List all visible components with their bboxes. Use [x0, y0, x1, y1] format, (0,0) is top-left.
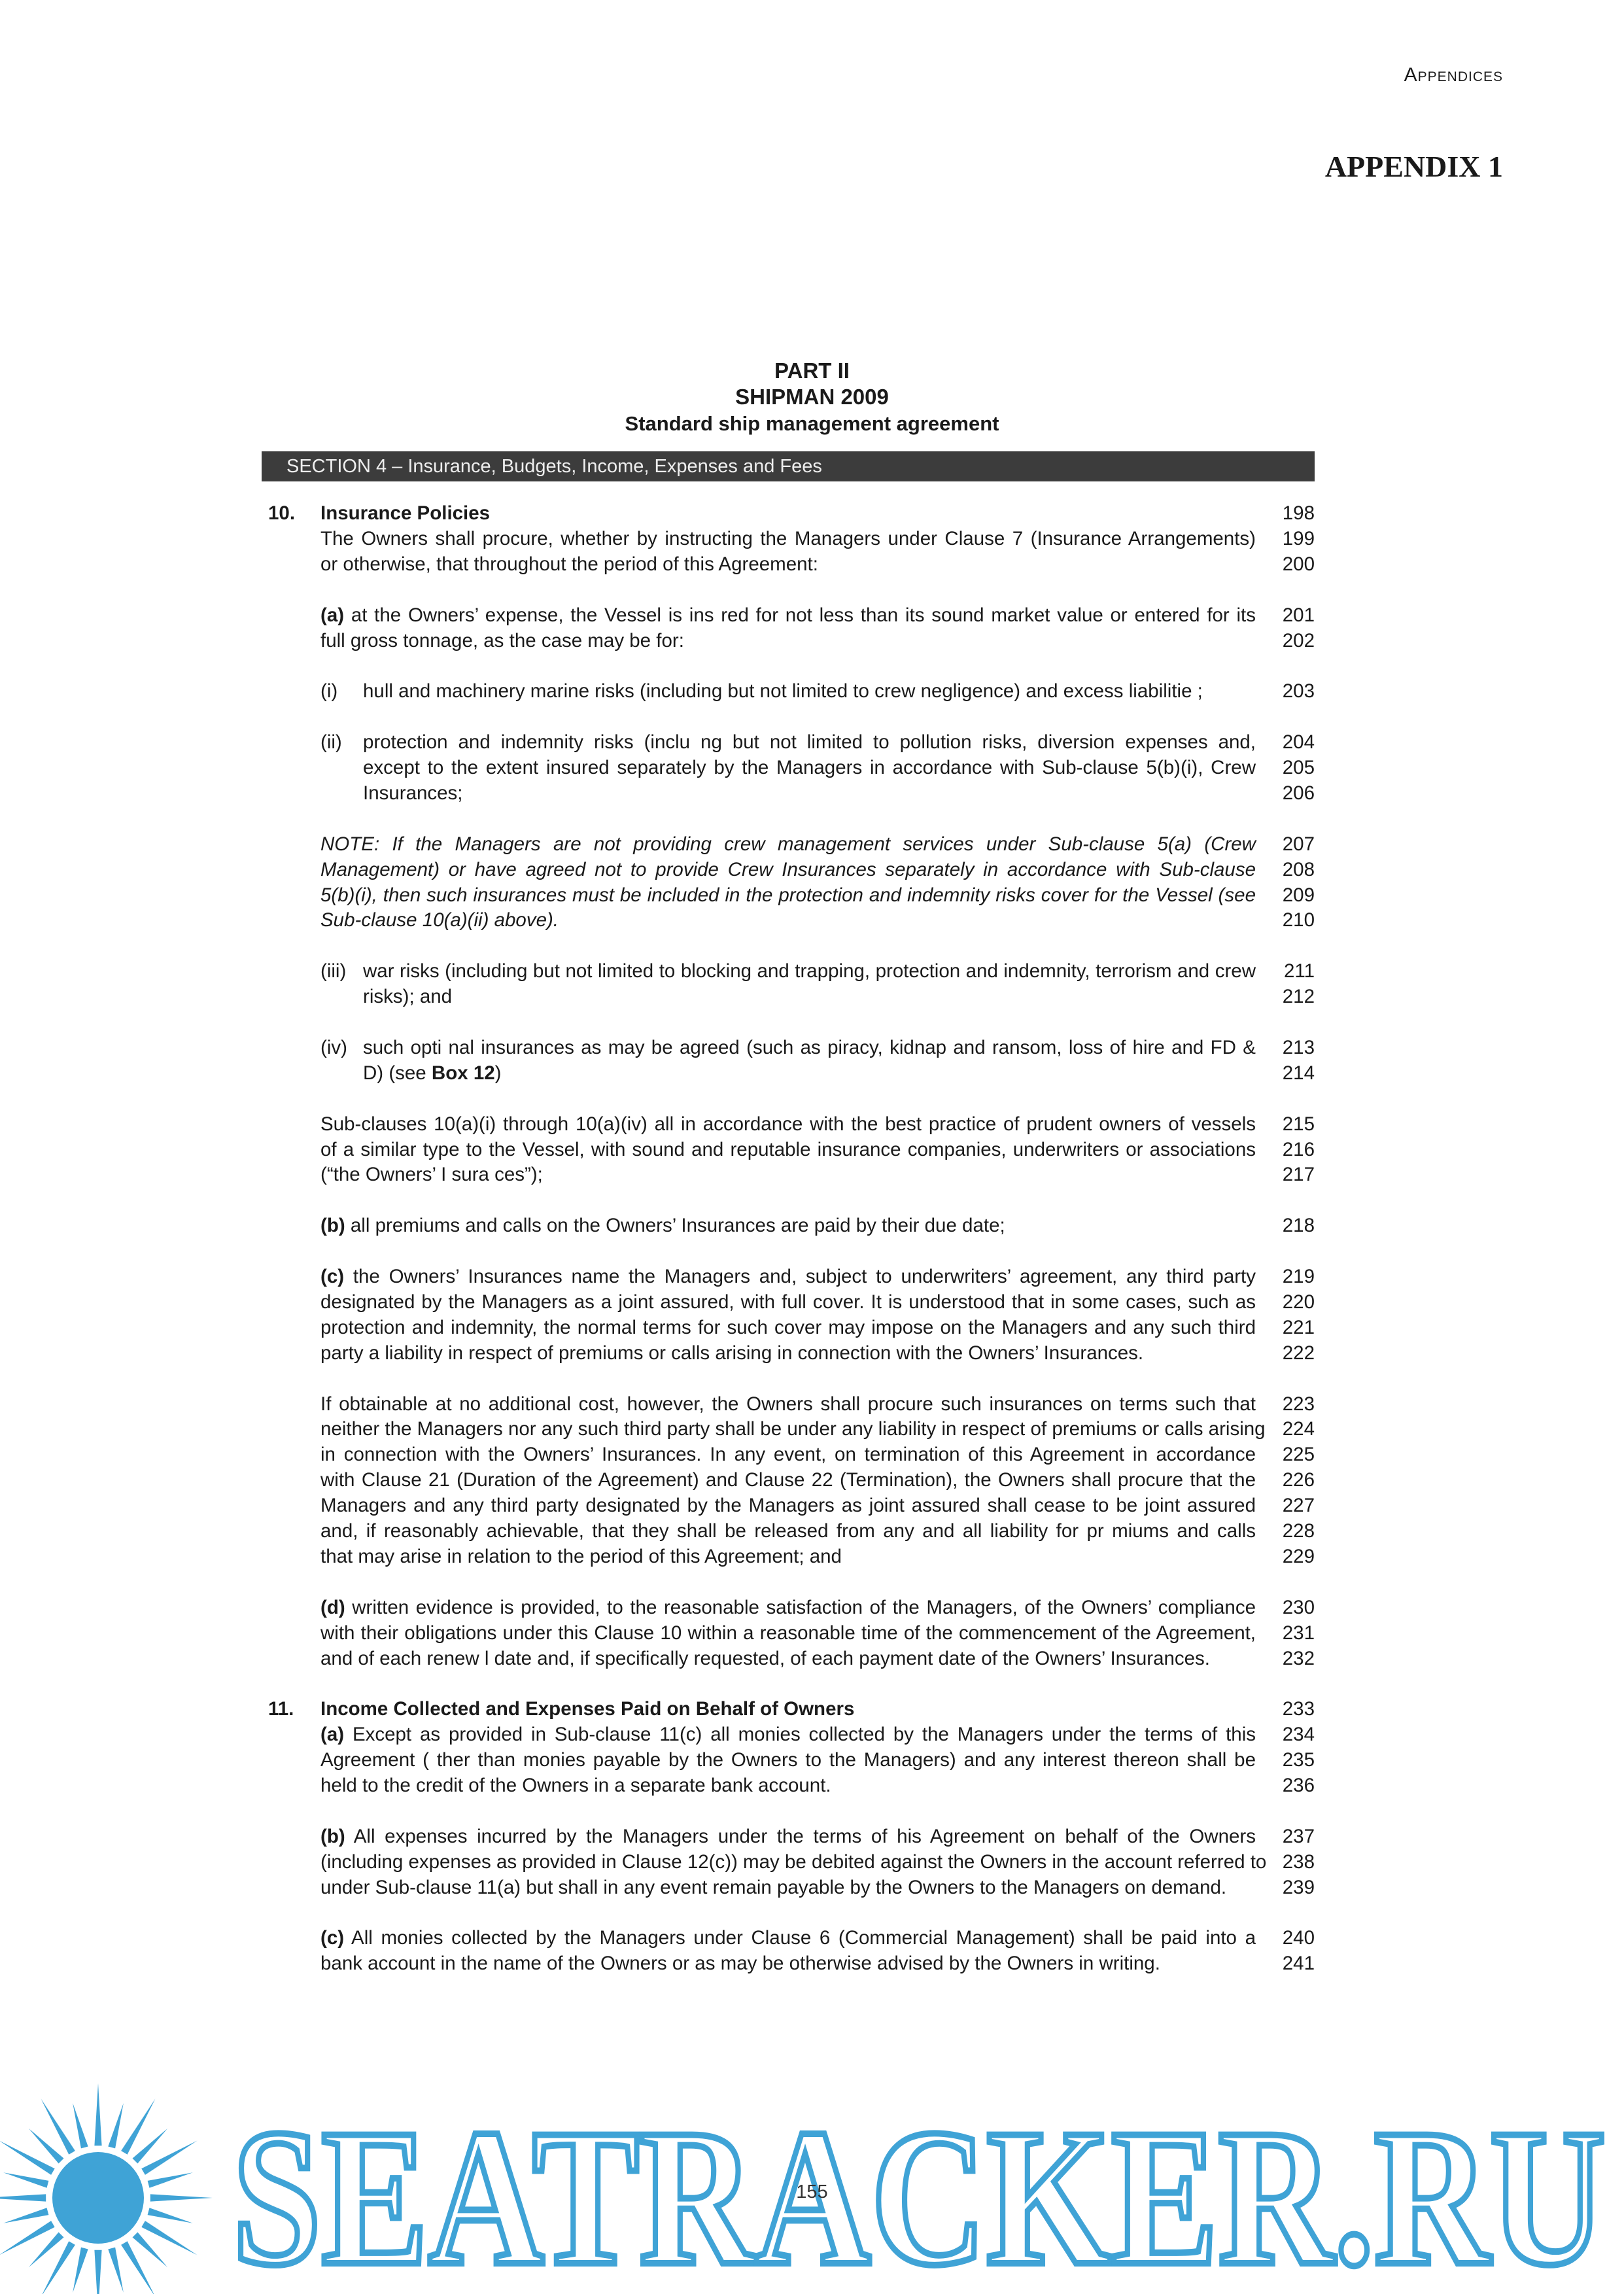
appendix-title: APPENDIX 1	[1324, 150, 1503, 183]
line-text: NOTE: If the Managers are not providing crew management services under Sub-clause 5(a) (Crew	[320, 833, 1256, 855]
line-text: of a similar type to the Vessel, with sound and reputable insurance companies, underwriters or associations	[320, 1138, 1256, 1160]
line-number: 210	[1282, 909, 1315, 931]
text-line	[268, 1696, 1315, 1722]
line-number: 203	[1282, 680, 1315, 703]
line-text: with their obligations under this Clause 10 within a reasonable time of the commencement of the Agreement,	[320, 1622, 1256, 1644]
line-text: that may arise in relation to the period of this Agreement; and	[320, 1545, 842, 1567]
line-number: 201	[1282, 604, 1315, 626]
line-text: under Sub-clause 11(a) but shall in any event remain payable by the Owners to the Managers on demand.	[320, 1876, 1227, 1898]
line-number: 204	[1282, 731, 1315, 754]
line-number: 241	[1282, 1953, 1315, 1975]
sub-item-marker: (iii)	[320, 960, 347, 982]
line-number: 236	[1282, 1775, 1315, 1796]
text-line	[320, 1722, 1315, 1748]
line-text: Insurances;	[363, 782, 463, 804]
text-line	[320, 1518, 1315, 1544]
line-text: (including expenses as provided in Clause 12(c)) may be debited against the Owners in the account referred to	[320, 1851, 1267, 1873]
line-text: or otherwise, that throughout the period of this Agreement:	[320, 553, 818, 575]
paragraph-text: written evidence is provided, to the reasonable satisfaction of the Managers, of the Owners’ compliance	[352, 1596, 1256, 1618]
text-line	[363, 780, 1315, 807]
line-number: 215	[1282, 1113, 1315, 1135]
line-number: 229	[1282, 1545, 1315, 1567]
line-number: 228	[1282, 1520, 1315, 1542]
clause-number: 11.	[268, 1698, 294, 1720]
paragraph-text: at the Owners’ expense, the Vessel is ins red for not less than its sound market value or entered for its	[351, 604, 1256, 626]
line-number: 239	[1282, 1876, 1315, 1898]
line-text: and of each renew l date and, if specifically requested, of each payment date of the Owners’ Insurances.	[320, 1647, 1210, 1669]
text-line	[320, 1773, 1315, 1799]
line-text: Sub-clause 10(a)(ii) above).	[320, 909, 559, 931]
text-line	[320, 831, 1315, 858]
text-line	[320, 857, 1315, 883]
text-line	[320, 1137, 1315, 1163]
text-line	[320, 1493, 1315, 1519]
clause-number: 10.	[268, 502, 296, 524]
line-number: 206	[1282, 782, 1315, 804]
paragraph-marker: (c)	[320, 1266, 345, 1287]
paragraph-marker: (b)	[320, 1215, 345, 1237]
line-text	[320, 1925, 1256, 1951]
text-line	[320, 1925, 1315, 1951]
line-number: 216	[1282, 1138, 1315, 1160]
paragraph-marker: (c)	[320, 1927, 345, 1949]
text-line	[320, 1289, 1315, 1315]
line-text: Managers and any third party designated by the Managers as joint assured shall cease to be joint assured	[320, 1495, 1256, 1517]
paragraph-marker: (a)	[320, 604, 345, 626]
form-subtitle: Standard ship management agreement	[625, 412, 999, 435]
text-line	[320, 729, 1315, 756]
text-line	[320, 1595, 1315, 1621]
text-line	[320, 1544, 1315, 1570]
line-number: 220	[1282, 1291, 1315, 1313]
line-text: D) (see Box 12)	[363, 1062, 502, 1084]
line-number: 224	[1282, 1418, 1315, 1440]
sub-item-marker: (iv)	[320, 1036, 347, 1058]
text-line	[320, 678, 1315, 704]
line-text: party a liability in respect of premiums or calls arising in connection with the Owners’ Insurances.	[320, 1342, 1144, 1364]
line-text: neither the Managers nor any such third party shall be under any liability in respect of premiums or calls arising	[320, 1418, 1266, 1440]
text-line	[320, 1620, 1315, 1646]
text-line	[268, 500, 1315, 527]
text-line	[363, 755, 1315, 781]
paragraph-text: the Owners’ Insurances name the Managers and, subject to underwriters’ agreement, any third party	[353, 1266, 1256, 1287]
line-number: 234	[1282, 1724, 1315, 1746]
line-text: except to the extent insured separately by the Managers in accordance with Sub-clause 5(b)(i), Crew	[363, 757, 1256, 778]
sub-item-marker: (ii)	[320, 731, 342, 754]
line-text: (“the Owners’ I sura ces”);	[320, 1164, 543, 1186]
page-number: 155	[796, 2181, 828, 2202]
line-text	[320, 1595, 1256, 1621]
line-number: 227	[1282, 1495, 1315, 1517]
line-number: 199	[1282, 527, 1315, 549]
line-number: 226	[1282, 1469, 1315, 1491]
text-line	[320, 602, 1315, 629]
line-number: 233	[1282, 1698, 1315, 1720]
line-text: such opti nal insurances as may be agreed (such as piracy, kidnap and ransom, loss of hire and FD &	[363, 1036, 1256, 1058]
line-text: Agreement ( ther than monies payable by the Owners to the Managers) and any interest thereon shall be	[320, 1749, 1256, 1771]
line-text: Management) or have agreed not to provide Crew Insurances separately in accordance with Sub-clause	[320, 858, 1256, 880]
part-label: PART II	[774, 358, 850, 383]
line-number: 221	[1282, 1316, 1315, 1338]
line-text: hull and machinery marine risks (including but not limited to crew negligence) and excess liabilitie ;	[363, 680, 1203, 703]
line-number: 200	[1282, 553, 1315, 575]
text-line	[320, 1824, 1315, 1850]
paragraph-text: all premiums and calls on the Owners’ Insurances are paid by their due date;	[350, 1215, 1005, 1237]
line-text: Income Collected and Expenses Paid on Behalf of Owners	[320, 1698, 855, 1720]
line-text: protection and indemnity risks (inclu ng but not limited to pollution risks, diversion expenses and,	[363, 731, 1256, 754]
line-number: 225	[1282, 1444, 1315, 1466]
line-text: The Owners shall procure, whether by instructing the Managers under Clause 7 (Insurance Arrangements)	[320, 527, 1256, 549]
line-text	[320, 1722, 1256, 1748]
paragraph-marker: (b)	[320, 1825, 345, 1847]
line-number: 238	[1282, 1851, 1315, 1873]
text-line	[320, 1951, 1315, 1977]
text-line	[320, 1467, 1315, 1493]
line-number: 205	[1282, 757, 1315, 778]
line-text: 5(b)(i), then such insurances must be included in the protection and indemnity risks cover for the Vessel (see	[320, 884, 1256, 906]
box-reference: Box 12	[431, 1062, 495, 1084]
line-text: Insurance Policies	[320, 502, 491, 524]
line-text: protection and indemnity, the normal terms for such cover may impose on the Managers and any such third	[320, 1316, 1256, 1338]
paragraph-text: Except as provided in Sub-clause 11(c) all monies collected by the Managers under the terms of this	[352, 1724, 1256, 1746]
line-text	[320, 1824, 1256, 1850]
text-line	[320, 1747, 1315, 1773]
line-number: 231	[1282, 1622, 1315, 1644]
line-number: 222	[1282, 1342, 1315, 1364]
text-line	[320, 1111, 1315, 1138]
line-number: 235	[1282, 1749, 1315, 1771]
line-text: in connection with the Owners’ Insurances. In any event, on termination of this Agreement in accordance	[320, 1444, 1256, 1466]
text-line	[320, 958, 1315, 984]
text-line	[320, 526, 1315, 552]
text-line	[320, 1340, 1315, 1366]
sub-item-marker: (i)	[320, 680, 338, 703]
line-text: with Clause 21 (Duration of the Agreement) and Clause 22 (Termination), the Owners shall procure that the	[320, 1469, 1256, 1491]
line-number: 213	[1282, 1036, 1315, 1058]
line-text	[320, 602, 1256, 629]
text-line	[320, 1315, 1315, 1341]
line-text	[320, 1213, 1005, 1239]
text-line	[320, 907, 1315, 933]
watermark	[0, 2047, 1624, 2294]
line-text: Sub-clauses 10(a)(i) through 10(a)(iv) all in accordance with the best practice of prudent owners of vessels	[320, 1113, 1256, 1135]
line-number: 232	[1282, 1647, 1315, 1669]
line-number: 211	[1283, 960, 1315, 982]
line-text: bank account in the name of the Owners or as may be otherwise advised by the Owners in writing.	[320, 1953, 1160, 1975]
line-number: 218	[1282, 1215, 1315, 1237]
running-head: Appendices	[1404, 64, 1503, 86]
line-number: 198	[1282, 502, 1315, 524]
line-number: 240	[1282, 1927, 1315, 1949]
paragraph-text: All expenses incurred by the Managers under the terms of his Agreement on behalf of the Owners	[353, 1825, 1256, 1847]
line-number: 209	[1282, 884, 1315, 906]
text-line	[320, 1875, 1315, 1901]
line-text: war risks (including but not limited to blocking and trapping, protection and indemnity, terrorism and crew	[363, 960, 1256, 982]
text-line	[320, 1646, 1315, 1672]
line-number: 219	[1282, 1266, 1315, 1287]
line-number: 207	[1282, 833, 1315, 855]
line-number: 223	[1282, 1393, 1315, 1415]
text-line	[320, 1442, 1315, 1468]
text-line	[363, 984, 1315, 1010]
line-text: and, if reasonably achievable, that they shall be released from any and all liability for pr miums and calls	[320, 1520, 1256, 1542]
line-text	[320, 1264, 1256, 1290]
paragraph-marker: (d)	[320, 1596, 345, 1618]
text-line	[320, 551, 1315, 578]
text-line	[320, 628, 1315, 654]
line-text: full gross tonnage, as the case may be for:	[320, 629, 684, 652]
text-line	[320, 1416, 1315, 1442]
text-line	[320, 1035, 1315, 1061]
line-text: designated by the Managers as a joint assured, with full cover. It is understood that in some cases, such as	[320, 1291, 1256, 1313]
line-number: 208	[1282, 858, 1315, 880]
line-number: 237	[1282, 1825, 1315, 1847]
line-number: 217	[1282, 1164, 1315, 1186]
text-line	[320, 1213, 1315, 1239]
line-number: 212	[1282, 986, 1315, 1008]
text-line	[363, 1060, 1315, 1086]
text-line	[320, 1264, 1315, 1290]
text-line	[320, 1849, 1315, 1875]
text-line	[320, 1162, 1315, 1188]
paragraph-text: All monies collected by the Managers under Clause 6 (Commercial Management) shall be paid into a	[351, 1927, 1256, 1949]
line-number: 214	[1282, 1062, 1315, 1084]
line-text: held to the credit of the Owners in a separate bank account.	[320, 1775, 831, 1796]
paragraph-marker: (a)	[320, 1724, 345, 1746]
text-line	[320, 1391, 1315, 1417]
line-number: 230	[1282, 1596, 1315, 1618]
line-number: 202	[1282, 629, 1315, 652]
line-text: risks); and	[363, 986, 453, 1008]
form-name: SHIPMAN 2009	[735, 385, 889, 409]
line-text: If obtainable at no additional cost, however, the Owners shall procure such insurances on terms such that	[320, 1393, 1256, 1415]
watermark-text: SEATRACKER.RU	[232, 2089, 1606, 2294]
section-heading-bar: SECTION 4 – Insurance, Budgets, Income, Expenses and Fees	[262, 451, 1315, 481]
text-line	[320, 882, 1315, 909]
